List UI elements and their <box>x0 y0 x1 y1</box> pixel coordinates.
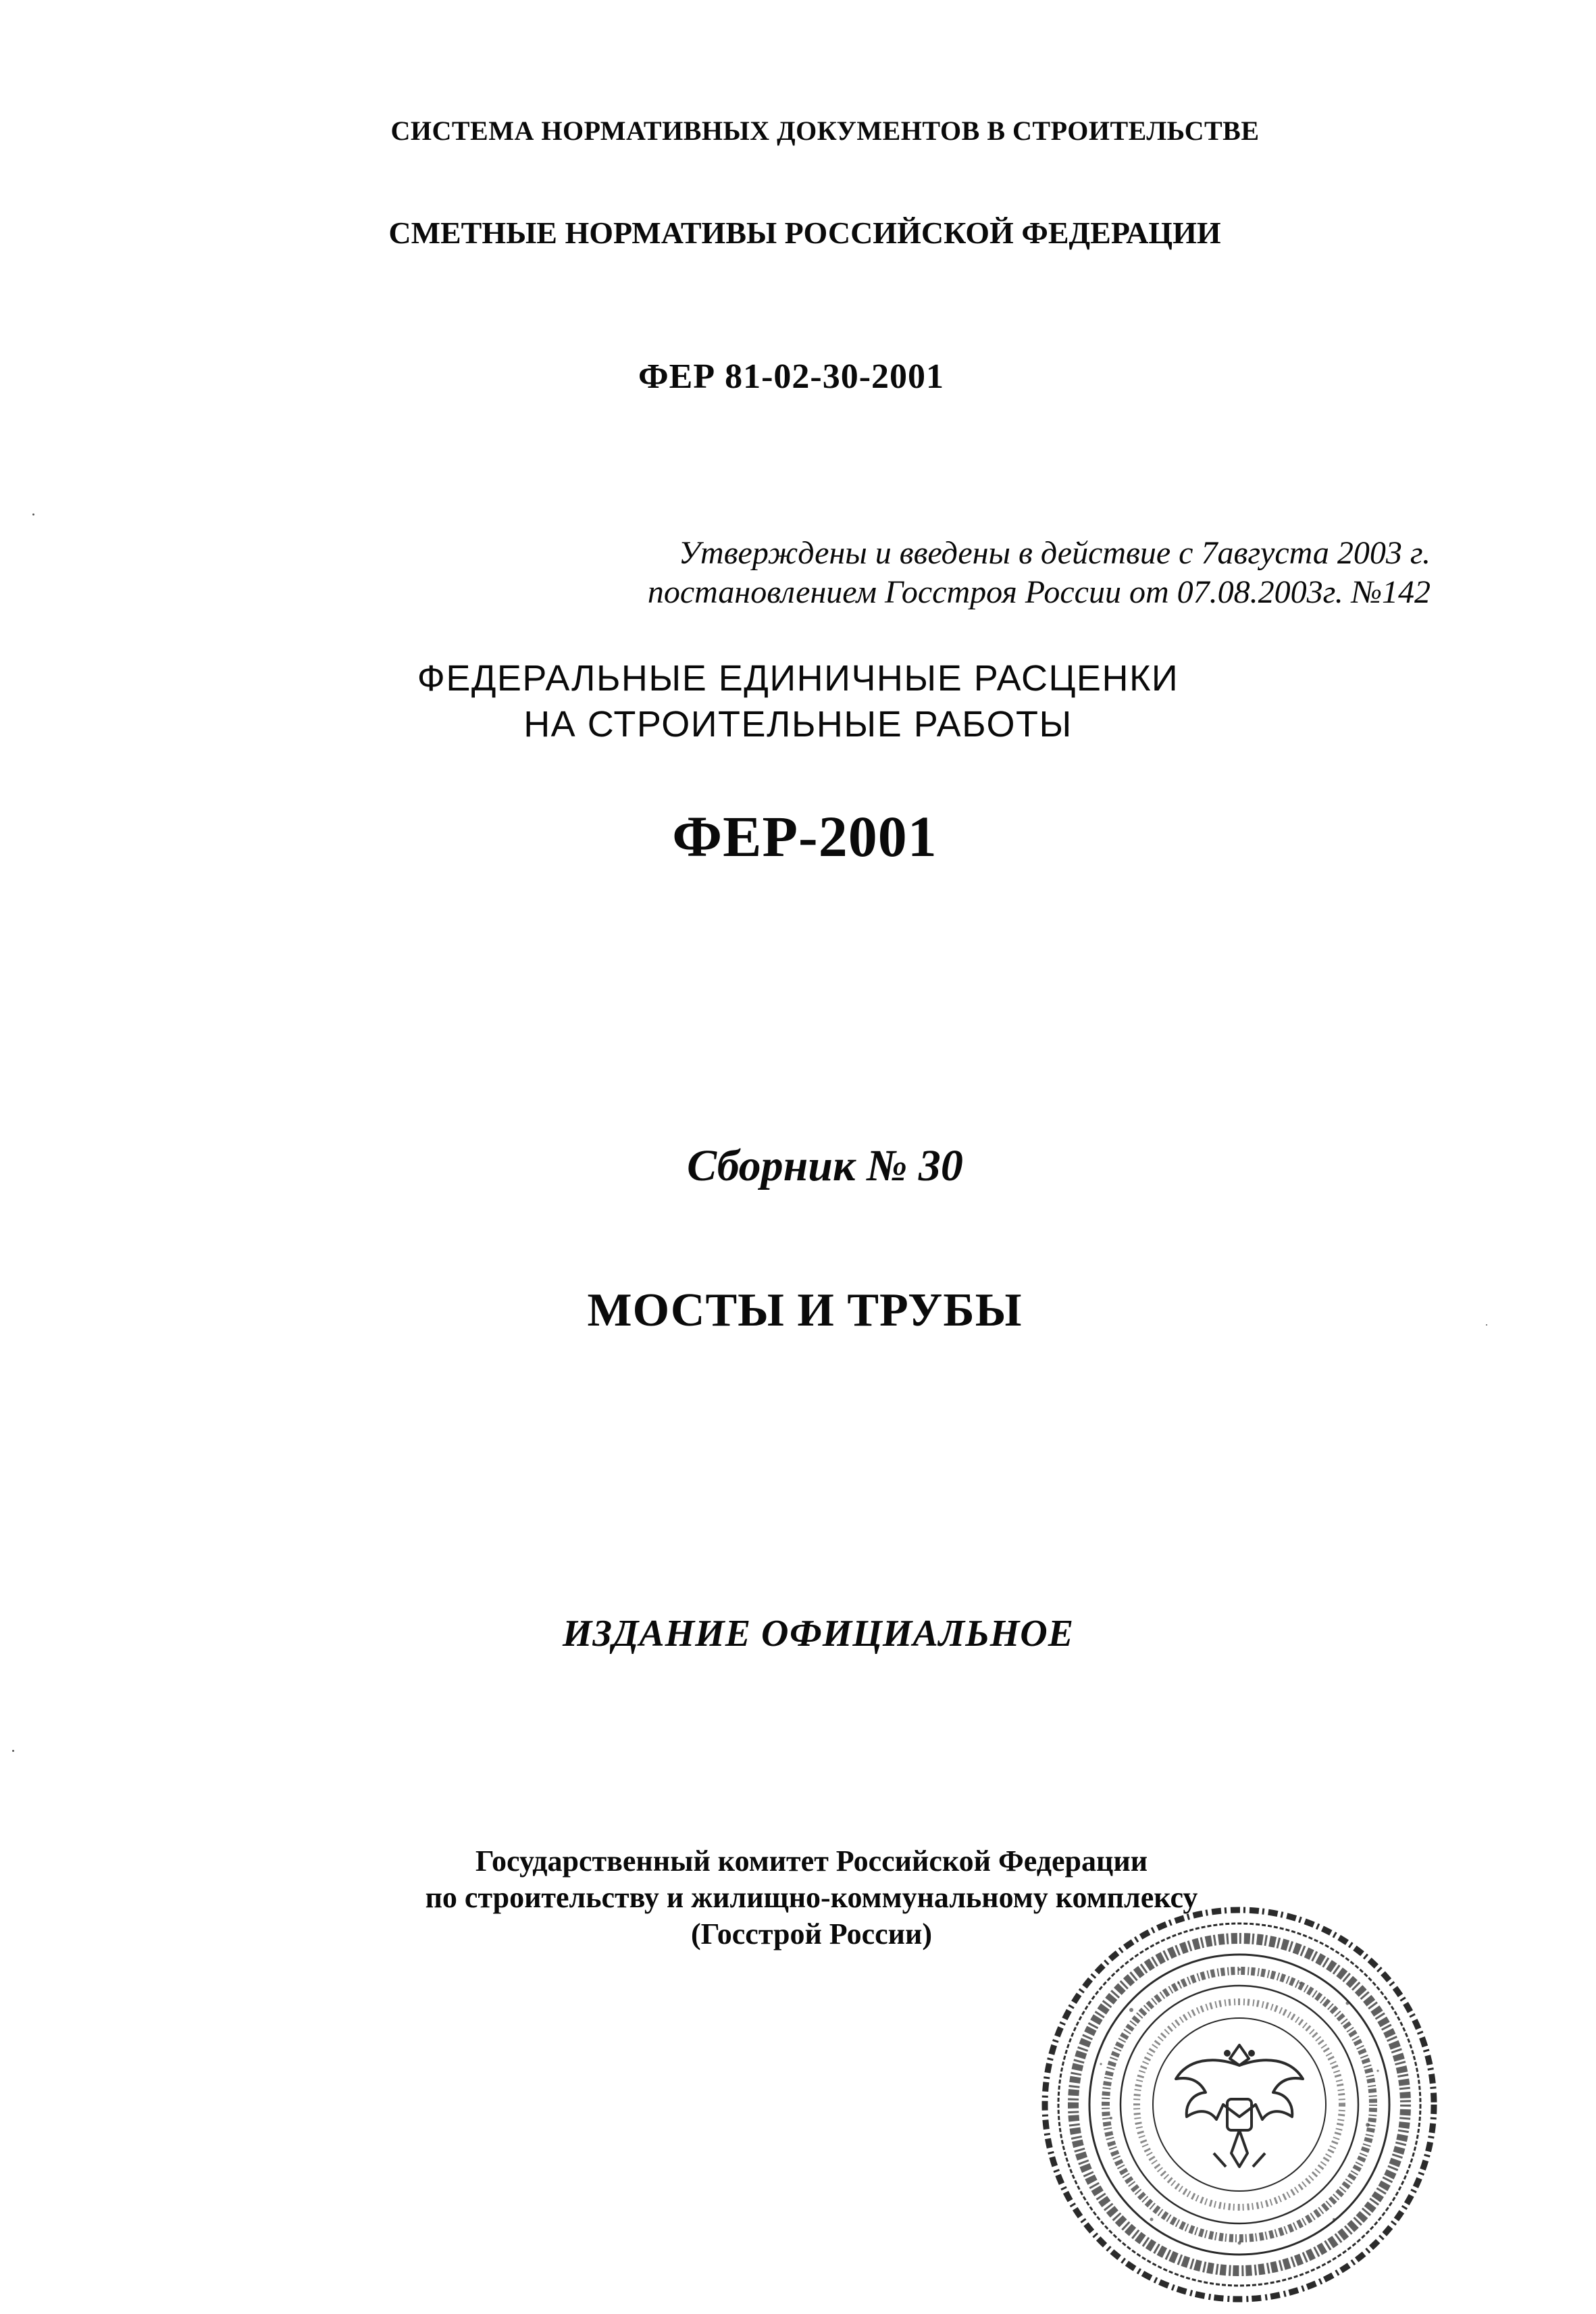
publisher-line-3: (Госстрой России) <box>690 1917 932 1951</box>
approval-line-2: постановлением Госстроя России от 07.08.2003г. №142 <box>647 574 1431 610</box>
publisher-line-2: по строительству и жилищно-коммунальному комплексу <box>425 1881 1198 1914</box>
document-title <box>0 655 1596 747</box>
approval-note <box>648 534 1431 612</box>
title-line-2: НА СТРОИТЕЛЬНЫЕ РАБОТЫ <box>523 704 1073 745</box>
document-series: СИСТЕМА НОРМАТИВНЫХ ДОКУМЕНТОВ В СТРОИТЕЛЬСТВЕ <box>390 116 1260 146</box>
scan-speck <box>1486 1324 1487 1326</box>
official-seal-stamp <box>1037 1902 1442 2307</box>
title-short: ФЕР-2001 <box>672 804 937 869</box>
publisher-line-1: Государственный комитет Российской Федерации <box>475 1844 1148 1878</box>
collection-number: Сборник № 30 <box>687 1141 963 1190</box>
scan-speck <box>32 513 34 515</box>
coat-of-arms-eagle-icon <box>1176 2045 1303 2167</box>
edition-label: ИЗДАНИЕ ОФИЦИАЛЬНОЕ <box>562 1613 1075 1655</box>
collection-subject: МОСТЫ И ТРУБЫ <box>587 1284 1023 1336</box>
document-code: ФЕР 81-02-30-2001 <box>638 357 945 396</box>
scan-speck <box>12 1750 14 1752</box>
norms-heading: СМЕТНЫЕ НОРМАТИВЫ РОССИЙСКОЙ ФЕДЕРАЦИИ <box>388 216 1221 250</box>
approval-line-1: Утверждены и введены в действие с 7августа 2003 г. <box>678 535 1431 571</box>
title-line-1: ФЕДЕРАЛЬНЫЕ ЕДИНИЧНЫЕ РАСЦЕНКИ <box>417 658 1179 699</box>
